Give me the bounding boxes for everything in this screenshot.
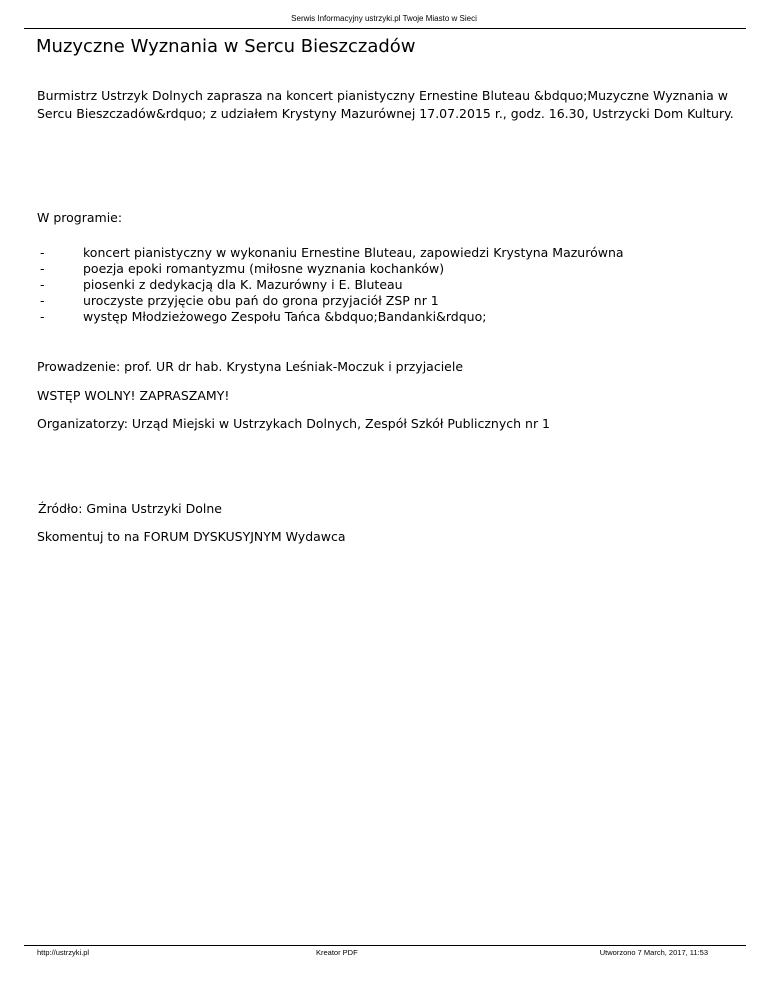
page-title: Muzyczne Wyznania w Sercu Bieszczadów [36,36,416,57]
program-item-text: koncert pianistyczny w wykonaniu Ernestine Bluteau, zapowiedzi Krystyna Mazurówna [83,245,624,260]
source-line: Źródło: Gmina Ustrzyki Dolne [38,501,222,516]
footer-created-date: Utworzono 7 March, 2017, 11:53 [599,948,708,957]
program-item [37,245,624,261]
program-item [37,261,624,277]
article-intro: Burmistrz Ustrzyk Dolnych zaprasza na koncert pianistyczny Ernestine Bluteau &bdquo;Muzyczne Wyznania w Sercu Bieszczadów&rdquo; z udziałem Krystyny Mazurównej 17.07.2015 r., godz. 16.30, Ustrzycki Dom Kultury. [37,88,734,121]
footer-generator: Kreator PDF [316,948,358,957]
footer-divider [24,945,746,946]
list-bullet: - [40,309,45,324]
page-header: Serwis Informacyjny ustrzyki.pl Twoje Miasto w Sieci [291,14,477,23]
entry-notice: WSTĘP WOLNY! ZAPRASZAMY! [37,388,230,403]
footer-url-link[interactable]: http://ustrzyki.pl [37,948,90,957]
list-bullet: - [40,277,45,292]
forum-comment-link[interactable]: Skomentuj to na FORUM DYSKUSYJNYM Wydawca [37,529,346,544]
program-item-text: występ Młodzieżowego Zespołu Tańca &bdquo;Bandanki&rdquo; [83,309,487,324]
header-divider [24,28,746,29]
list-bullet: - [40,245,45,260]
list-bullet: - [40,293,45,308]
program-item [37,277,624,293]
program-item-text: uroczyste przyjęcie obu pań do grona przyjaciół ZSP nr 1 [83,293,439,308]
program-item [37,293,624,309]
list-bullet: - [40,261,45,276]
host-line: Prowadzenie: prof. UR dr hab. Krystyna Leśniak-Moczuk i przyjaciele [37,359,464,374]
organizers-line: Organizatorzy: Urząd Miejski w Ustrzykach Dolnych, Zespół Szkół Publicznych nr 1 [37,416,551,431]
program-item-text: piosenki z dedykacją dla K. Mazurówny i E. Bluteau [83,277,403,292]
program-item-text: poezja epoki romantyzmu (miłosne wyznania kochanków) [83,261,445,276]
program-item [37,309,624,325]
program-list [37,245,624,325]
program-heading: W programie: [37,210,123,225]
